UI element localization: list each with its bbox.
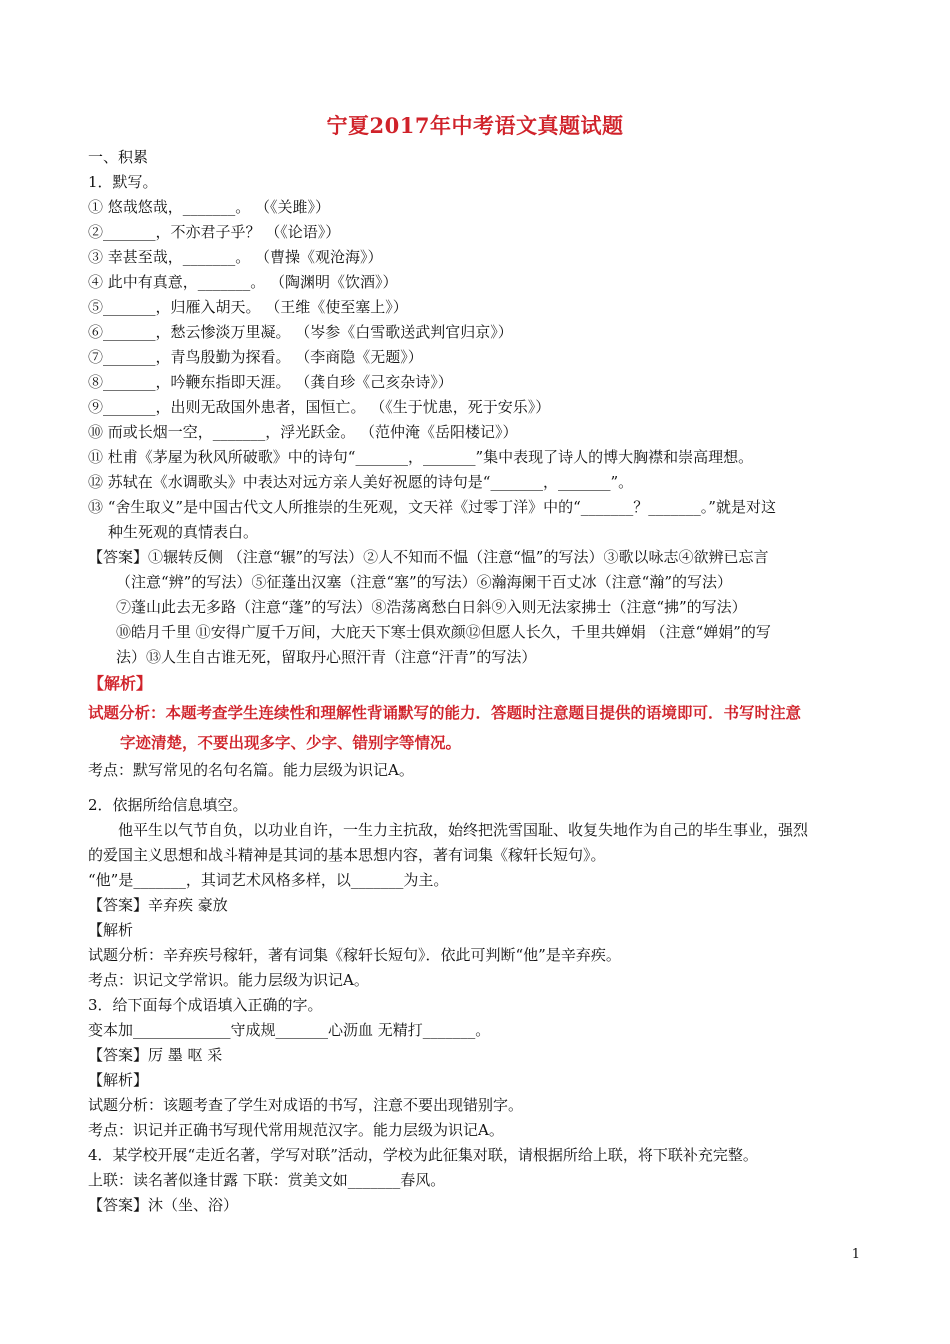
analysis-text: 试题分析：该题考查了学生对成语的书写，注意不要出现错别字。 <box>88 1096 524 1114</box>
fill-blank-item: 变本加_____________守成规_______心沥血 无精打_______。 <box>88 1021 491 1039</box>
fill-blank-item: ⑦_______，青鸟殷勤为探看。 （李商隐《无题》） <box>88 348 423 366</box>
answer-line: 【答案】沐（坐、浴） <box>88 1196 239 1214</box>
fill-blank-item: ④ 此中有真意，_______。 （陶渊明《饮酒》） <box>88 273 398 291</box>
passage-line: 他平生以气节自负，以功业自许，一生力主抗敌，始终把洗雪国耻、收复失地作为自己的毕生事业，强烈 <box>118 821 809 839</box>
fill-blank-item: “他”是_______，其词艺术风格多样，以_______为主。 <box>88 871 449 889</box>
answer-line: 【答案】厉 墨 呕 采 <box>88 1046 223 1064</box>
fill-blank-item: ⑤_______，归雁入胡天。 （王维《使至塞上》） <box>88 298 408 316</box>
question-1-block <box>88 145 868 783</box>
question-heading: 2．依据所给信息填空。 <box>88 796 248 814</box>
fill-blank-item: ②_______，不亦君子乎？ （《论语》） <box>88 223 341 241</box>
analysis-line: 试题分析：本题考查学生连续性和理解性背诵默写的能力．答题时注意题目提供的语境即可．书写时注意 <box>88 704 802 722</box>
answer-line: 【答案】①辗转反侧 （注意“辗”的写法）②人不知而不愠（注意“愠”的写法）③歌以咏志④欲辨已忘言 <box>88 548 769 566</box>
question-heading: 4．某学校开展“走近名著，学写对联”活动，学校为此征集对联，请根据所给上联，将下联补充完整。 <box>88 1146 758 1164</box>
fill-blank-item: ⑨_______，出则无敌国外患者，国恒亡。 （《生于忧患，死于安乐》） <box>88 398 551 416</box>
fill-blank-item: ⑥_______，愁云惨淡万里凝。 （岑参《白雪歌送武判官归京》） <box>88 323 513 341</box>
question-heading: 3．给下面每个成语填入正确的字。 <box>88 996 323 1014</box>
page-number: 1 <box>851 1247 860 1262</box>
passage-line: 的爱国主义思想和战斗精神是其词的基本思想内容，著有词集《稼轩长短句》。 <box>88 846 606 864</box>
answer-line: （注意“辨”的写法）⑤征蓬出汉塞（注意“塞”的写法）⑥瀚海阑干百丈冰（注意“瀚”的写法） <box>116 573 733 591</box>
answer-line: 法）⑬人生自古谁无死，留取丹心照汗青（注意“汗青”的写法） <box>116 648 537 666</box>
knowledge-point: 考点：识记并正确书写现代常用规范汉字。能力层级为识记A。 <box>88 1121 504 1139</box>
question-heading: 1．默写。 <box>88 173 158 191</box>
fill-blank-item: ⑬ “舍生取义”是中国古代文人所推崇的生死观，文天祥《过零丁洋》中的“_______？_______。”就是对这 <box>88 498 776 516</box>
answer-line: ⑩皓月千里 ⑪安得广厦千万间，大庇天下寒士俱欢颜⑫但愿人长久，千里共婵娟 （注意“婵娟”的写 <box>116 623 771 641</box>
fill-blank-item: ① 悠哉悠哉，_______。 （《关雎》） <box>88 198 331 216</box>
analysis-label: 【解析】 <box>88 1071 149 1089</box>
knowledge-point: 考点：默写常见的名句名篇。能力层级为识记A。 <box>88 761 414 779</box>
section-heading: 一、积累 <box>88 148 149 166</box>
analysis-line: 字迹清楚，不要出现多字、少字、错别字等情况。 <box>120 734 462 752</box>
fill-blank-item: ⑩ 而或长烟一空，_______，浮光跃金。 （范仲淹《岳阳楼记》） <box>88 423 518 441</box>
analysis-label: 【解析 <box>88 921 134 939</box>
fill-blank-item-continued: 种生死观的真情表白。 <box>108 523 259 541</box>
fill-blank-item: ③ 幸甚至哉，_______。 （曹操《观沧海》） <box>88 248 383 266</box>
couplet-line: 上联：读名著似逢甘露 下联：赏美文如_______春风。 <box>88 1171 446 1189</box>
fill-blank-item: ⑫ 苏轼在《水调歌头》中表达对远方亲人美好祝愿的诗句是“_______，_______”。 <box>88 473 634 491</box>
fill-blank-item: ⑪ 杜甫《茅屋为秋风所破歌》中的诗句“_______，_______”集中表现了诗人的博大胸襟和崇高理想。 <box>88 448 754 466</box>
page-title: 宁夏2017年中考语文真题试题 <box>326 113 624 138</box>
answer-line: 【答案】辛弃疾 豪放 <box>88 896 228 914</box>
knowledge-point: 考点：识记文学常识。能力层级为识记A。 <box>88 971 369 989</box>
analysis-text <box>88 698 868 758</box>
fill-blank-item: ⑧_______，吟鞭东指即天涯。 （龚自珍《己亥杂诗》） <box>88 373 453 391</box>
analysis-label: 【解析】 <box>88 674 153 693</box>
answer-line: ⑦蓬山此去无多路（注意“蓬”的写法）⑧浩荡离愁白日斜⑨入则无法家拂士（注意“拂”的写法） <box>116 598 747 616</box>
question-2-block <box>88 793 868 1218</box>
analysis-text: 试题分析：辛弃疾号稼轩，著有词集《稼轩长短句》．依此可判断“他”是辛弃疾。 <box>88 946 621 964</box>
